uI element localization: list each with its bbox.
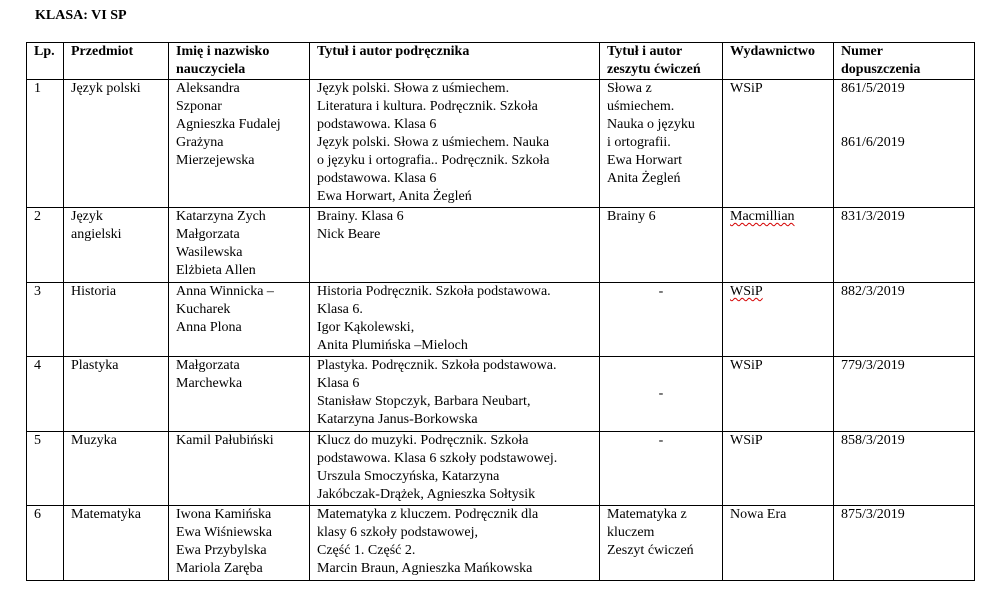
- cell-line: Nick Beare: [317, 227, 381, 242]
- cell-line: podstawowa. Klasa 6: [317, 171, 437, 186]
- cell-line: Język polski. Słowa z uśmiechem.: [317, 81, 510, 96]
- cell-przedmiot: [64, 283, 169, 357]
- cell-line: Część 1. Część 2.: [317, 543, 416, 558]
- cell-line: Ewa Horwart, Anita Żegleń: [317, 189, 472, 204]
- cell-line: angielski: [71, 227, 122, 242]
- cell-cwiczenia: [600, 208, 723, 283]
- cell-przedmiot: [64, 80, 169, 208]
- cell-line: Historia: [71, 284, 117, 299]
- cell-line: 861/6/2019: [841, 135, 905, 150]
- cell-line: Mariola Zaręba: [176, 561, 263, 576]
- cell-cwiczenia: [600, 506, 723, 581]
- cell-line: Historia Podręcznik. Szkoła podstawowa.: [317, 284, 551, 299]
- header-row: [27, 43, 975, 80]
- cell-podrecznik: [310, 506, 600, 581]
- cell-podrecznik: [310, 357, 600, 432]
- cell-line: Anita Plumińska –Mieloch: [317, 338, 468, 353]
- cell-line: Marchewka: [176, 376, 243, 391]
- cell-nauczyciele: [169, 80, 310, 208]
- cell-line: Zeszyt ćwiczeń: [607, 543, 694, 558]
- cell-line: Agnieszka Fudalej: [176, 117, 281, 132]
- cell-nauczyciele: [169, 283, 310, 357]
- cell-line: Brainy 6: [607, 209, 656, 224]
- cell-line: Klasa 6: [317, 376, 360, 391]
- cell-wydawnictwo: WSiP: [723, 80, 834, 208]
- cell-line: Katarzyna Janus-Borkowska: [317, 412, 478, 427]
- cell-line: klasy 6 szkoły podstawowej,: [317, 525, 478, 540]
- cell-line: Ewa Przybylska: [176, 543, 267, 558]
- cell-lp: 2: [27, 208, 64, 283]
- cell-line: Literatura i kultura. Podręcznik. Szkoła: [317, 99, 538, 114]
- cell-line: 875/3/2019: [841, 507, 905, 522]
- cell-line: Nauka o języku: [607, 117, 695, 132]
- cell-line: 882/3/2019: [841, 284, 905, 299]
- cell-line: podstawowa. Klasa 6 szkoły podstawowej.: [317, 451, 558, 466]
- cell-line: Kucharek: [176, 302, 231, 317]
- cell-cwiczenia: [600, 432, 723, 506]
- cell-numer: [834, 80, 975, 208]
- header-numer-line: dopuszczenia: [841, 62, 921, 77]
- cell-lp: 4: [27, 357, 64, 432]
- cell-wydawnictwo: [723, 283, 834, 357]
- cell-numer: [834, 506, 975, 581]
- cell-numer: [834, 357, 975, 432]
- cell-line: Mierzejewska: [176, 153, 255, 168]
- cell-wydawnictwo: WSiP: [723, 432, 834, 506]
- cell-podrecznik: [310, 283, 600, 357]
- cell-lp: 5: [27, 432, 64, 506]
- cell-line: Plastyka: [71, 358, 119, 373]
- cell-line: -: [658, 284, 664, 299]
- cell-cwiczenia: [600, 80, 723, 208]
- header-cwiczenia-line: zeszytu ćwiczeń: [607, 62, 701, 77]
- cell-cwiczenia: [600, 283, 723, 357]
- header-cwiczenia: [600, 43, 723, 80]
- header-nauczyciel-line: Imię i nazwisko: [176, 44, 270, 59]
- cell-line: Igor Kąkolewski,: [317, 320, 415, 335]
- cell-line: Kamil Pałubiński: [176, 433, 274, 448]
- cell-line: o języku i ortografia.. Podręcznik. Szkoła: [317, 153, 550, 168]
- page-title: KLASA: VI SP: [35, 8, 127, 23]
- cell-nauczyciele: [169, 506, 310, 581]
- header-przedmiot: Przedmiot: [64, 43, 169, 80]
- cell-line: Wasilewska: [176, 245, 243, 260]
- cell-przedmiot: [64, 506, 169, 581]
- cell-line: Jakóbczak-Drążek, Agnieszka Sołtysik: [317, 487, 536, 502]
- cell-line: Katarzyna Zych: [176, 209, 266, 224]
- cell-line: -: [658, 386, 664, 401]
- cell-line: Klasa 6.: [317, 302, 363, 317]
- cell-nauczyciele: [169, 208, 310, 283]
- table-row: [27, 208, 975, 283]
- cell-line: Język polski: [71, 81, 141, 96]
- cell-line: Klucz do muzyki. Podręcznik. Szkoła: [317, 433, 529, 448]
- header-numer-line: Numer: [841, 44, 883, 59]
- table-row: [27, 432, 975, 506]
- cell-line: 861/5/2019: [841, 81, 905, 96]
- cell-line: Stanisław Stopczyk, Barbara Neubart,: [317, 394, 531, 409]
- header-podrecznik: Tytuł i autor podręcznika: [310, 43, 600, 80]
- cell-line: Anna Winnicka –: [176, 284, 274, 299]
- cell-line: Matematyka: [71, 507, 141, 522]
- cell-przedmiot: [64, 357, 169, 432]
- cell-line: Ewa Horwart: [607, 153, 683, 168]
- cell-line: Marcin Braun, Agnieszka Mańkowska: [317, 561, 533, 576]
- header-nauczyciel: [169, 43, 310, 80]
- header-nauczyciel-line: nauczyciela: [176, 62, 246, 77]
- cell-wydawnictwo: Nowa Era: [723, 506, 834, 581]
- cell-nauczyciele: [169, 432, 310, 506]
- cell-line: Ewa Wiśniewska: [176, 525, 272, 540]
- cell-przedmiot: [64, 432, 169, 506]
- table-row: [27, 357, 975, 432]
- cell-line: Aleksandra: [176, 81, 240, 96]
- header-wydawnictwo: Wydawnictwo: [723, 43, 834, 80]
- cell-line: Matematyka z: [607, 507, 687, 522]
- cell-line: Słowa z: [607, 81, 652, 96]
- cell-line: Małgorzata: [176, 358, 240, 373]
- cell-wydawnictwo: [723, 208, 834, 283]
- cell-podrecznik: [310, 80, 600, 208]
- cell-podrecznik: [310, 208, 600, 283]
- cell-line: Elżbieta Allen: [176, 263, 256, 278]
- cell-nauczyciele: [169, 357, 310, 432]
- cell-line: Matematyka z kluczem. Podręcznik dla: [317, 507, 539, 522]
- cell-line: Anna Plona: [176, 320, 242, 335]
- cell-przedmiot: [64, 208, 169, 283]
- cell-line: uśmiechem.: [607, 99, 675, 114]
- cell-line: 779/3/2019: [841, 358, 905, 373]
- cell-numer: [834, 208, 975, 283]
- cell-lp: 6: [27, 506, 64, 581]
- cell-numer: [834, 432, 975, 506]
- header-numer: [834, 43, 975, 80]
- cell-wydawnictwo: WSiP: [723, 357, 834, 432]
- cell-line: 831/3/2019: [841, 209, 905, 224]
- cell-line: Szponar: [176, 99, 222, 114]
- table-row: [27, 80, 975, 208]
- cell-podrecznik: [310, 432, 600, 506]
- cell-line: Iwona Kamińska: [176, 507, 272, 522]
- cell-line: WSiP: [730, 284, 763, 299]
- cell-line: Małgorzata: [176, 227, 240, 242]
- cell-line: Język polski. Słowa z uśmiechem. Nauka: [317, 135, 550, 150]
- cell-cwiczenia: [600, 357, 723, 432]
- cell-line: Muzyka: [71, 433, 117, 448]
- cell-lp: 3: [27, 283, 64, 357]
- table-row: [27, 283, 975, 357]
- cell-line: podstawowa. Klasa 6: [317, 117, 437, 132]
- cell-line: Plastyka. Podręcznik. Szkoła podstawowa.: [317, 358, 557, 373]
- cell-line: Urszula Smoczyńska, Katarzyna: [317, 469, 500, 484]
- cell-lp: 1: [27, 80, 64, 208]
- cell-line: kluczem: [607, 525, 655, 540]
- header-lp: Lp.: [27, 43, 64, 80]
- cell-line: i ortografii.: [607, 135, 671, 150]
- cell-line: Brainy. Klasa 6: [317, 209, 404, 224]
- cell-line: -: [658, 433, 664, 448]
- cell-line: Grażyna: [176, 135, 224, 150]
- cell-line: 858/3/2019: [841, 433, 905, 448]
- header-cwiczenia-line: Tytuł i autor: [607, 44, 683, 59]
- textbook-table: [26, 42, 975, 581]
- cell-line: Anita Żegleń: [607, 171, 681, 186]
- cell-line: Macmillian: [730, 209, 795, 224]
- table-row: [27, 506, 975, 581]
- cell-line: Język: [71, 209, 103, 224]
- cell-numer: [834, 283, 975, 357]
